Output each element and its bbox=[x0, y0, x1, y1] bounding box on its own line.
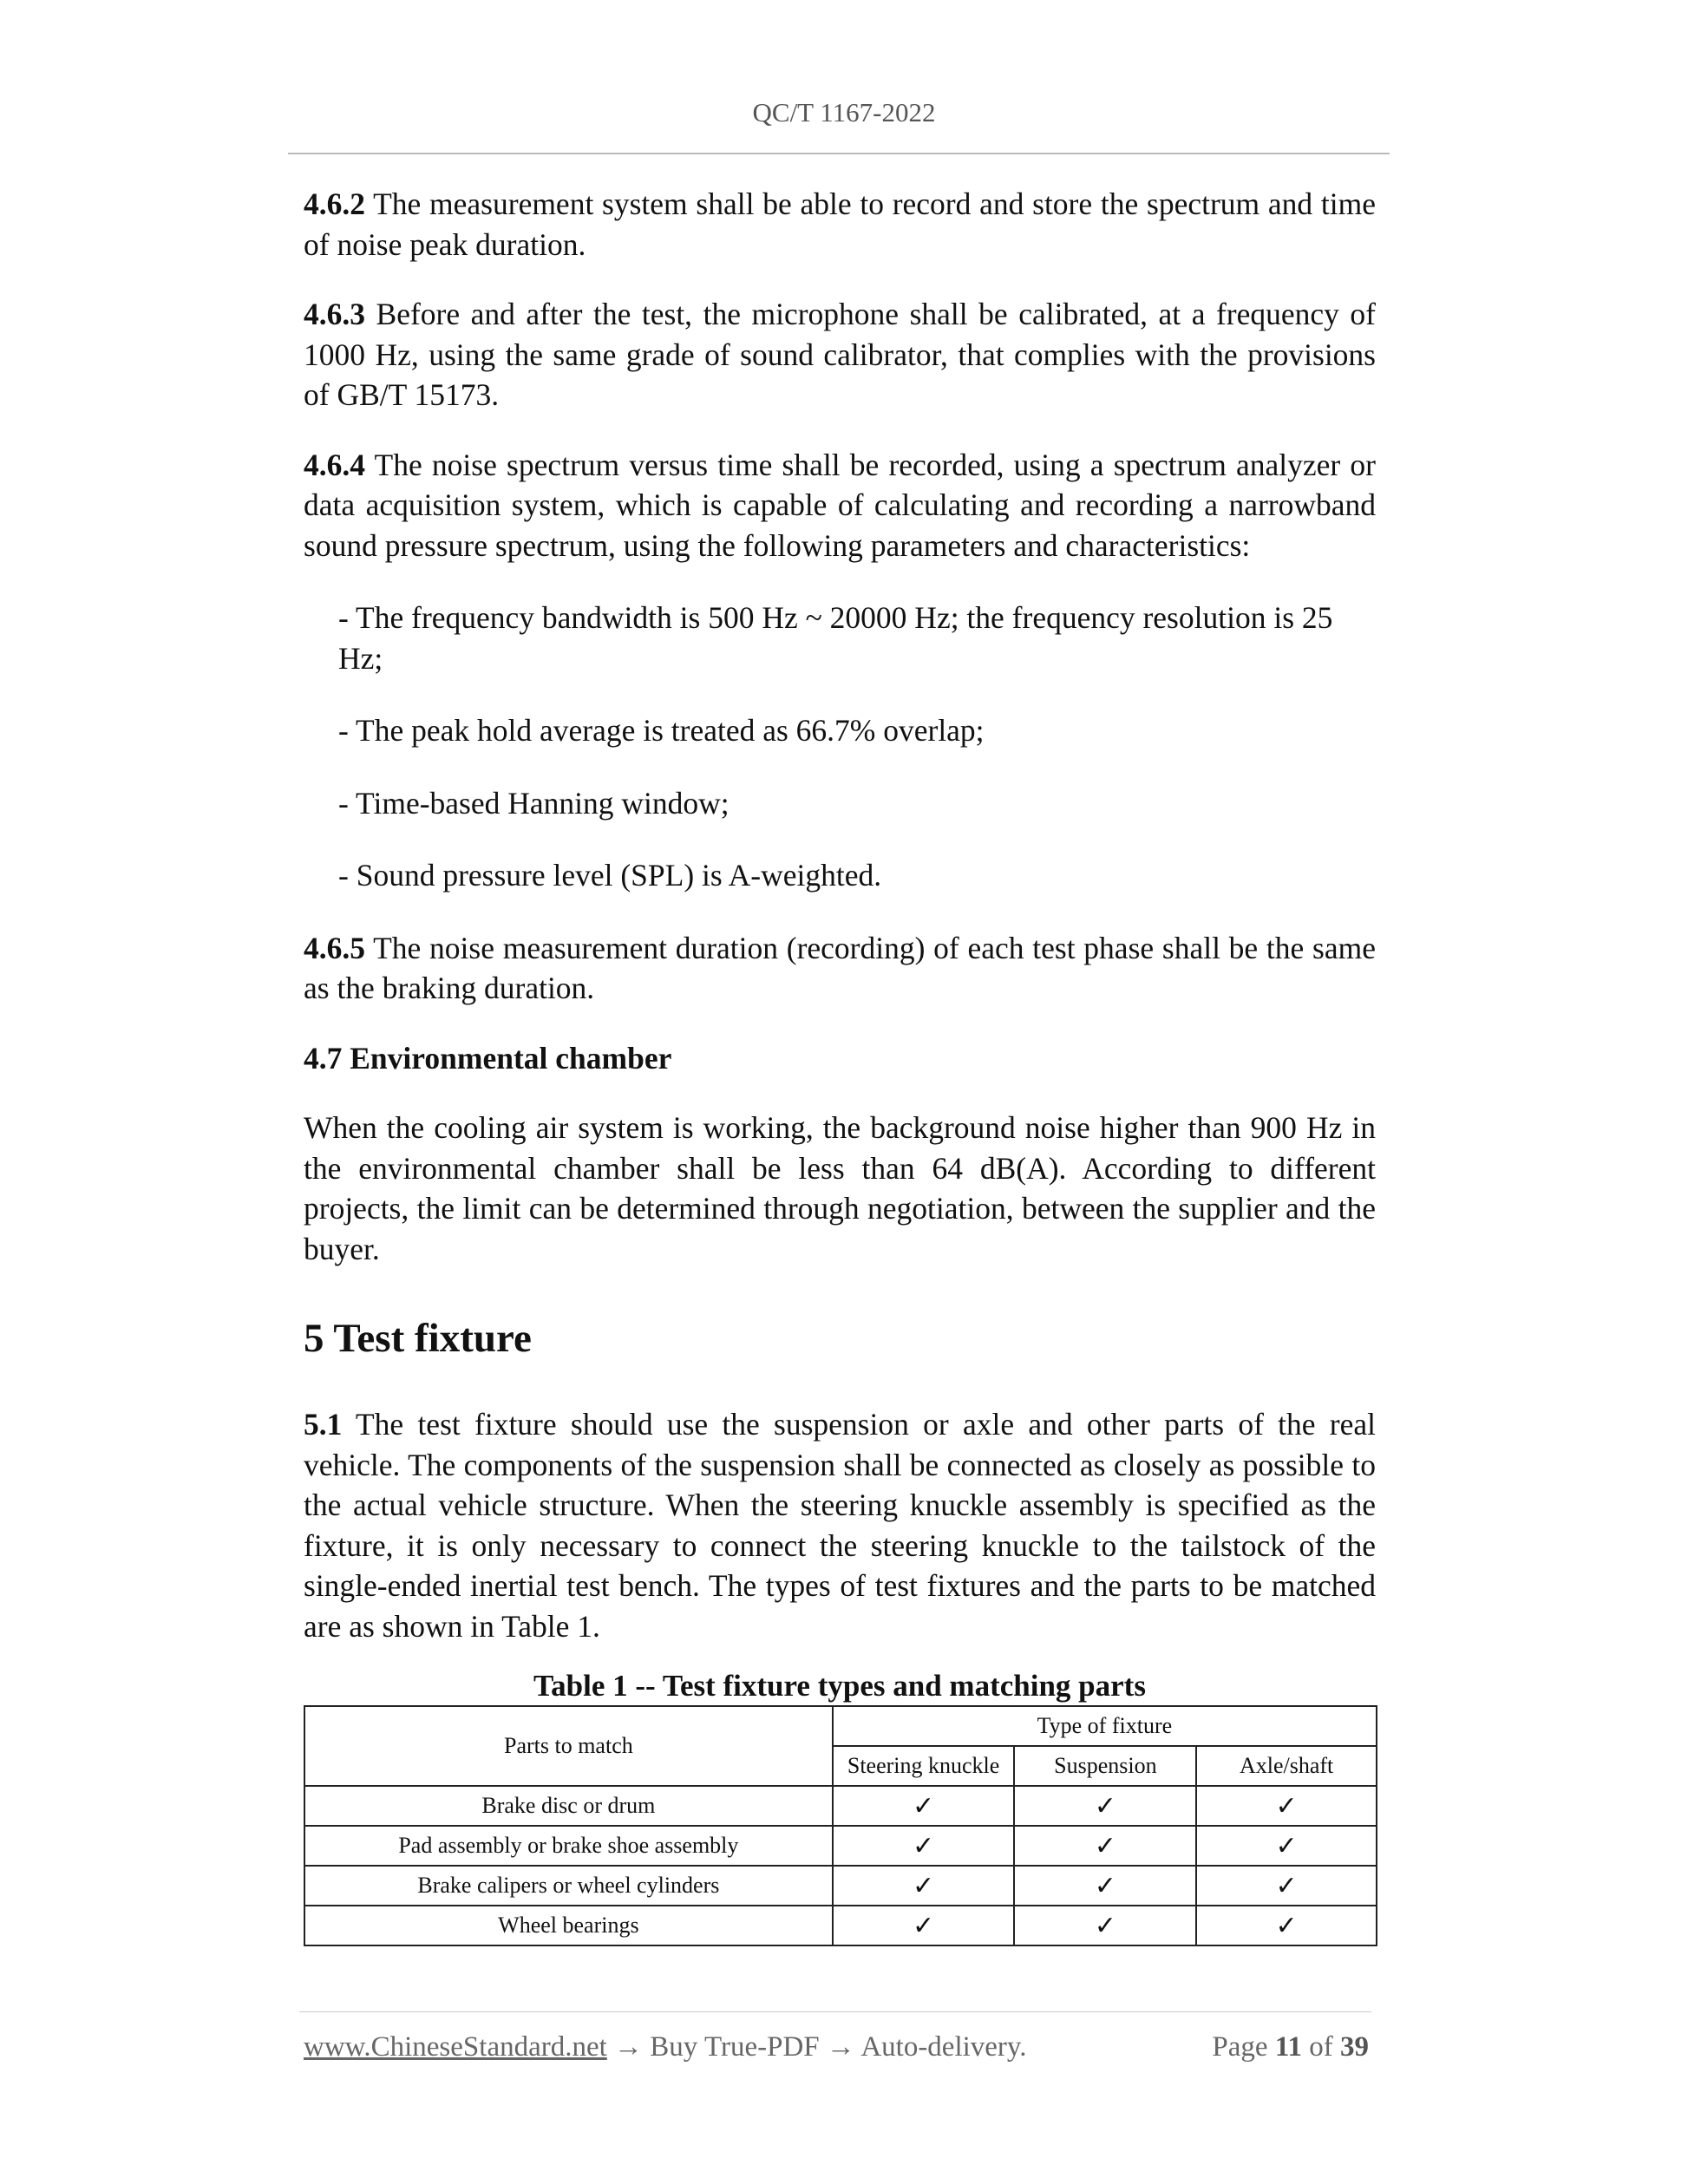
table-title: Table 1 -- Test fixture types and matching parts bbox=[533, 1669, 1146, 1703]
bullet-item: - Sound pressure level (SPL) is A-weighted. bbox=[338, 858, 882, 893]
check-icon: ✓ bbox=[1196, 1866, 1377, 1906]
bullet-item: - The frequency bandwidth is 500 Hz ~ 20000 Hz; the frequency resolution is 25 Hz; bbox=[338, 600, 1333, 676]
check-icon: ✓ bbox=[833, 1866, 1015, 1906]
check-icon: ✓ bbox=[1196, 1786, 1377, 1826]
buy-text: Buy True-PDF bbox=[650, 2031, 820, 2063]
page-label: Page bbox=[1212, 2031, 1268, 2063]
section-4-7-heading: 4.7 Environmental chamber bbox=[304, 1040, 672, 1076]
footer-divider bbox=[299, 2011, 1371, 2012]
fixture-table bbox=[304, 1705, 1377, 1946]
table-header-row bbox=[304, 1706, 1377, 1746]
table-row bbox=[304, 1786, 1377, 1826]
part-cell: Brake disc or drum bbox=[304, 1786, 833, 1826]
section-number: 4.6.4 bbox=[304, 447, 365, 482]
page-number bbox=[1212, 2031, 1369, 2063]
section-5-1 bbox=[304, 1404, 1376, 1646]
section-4-6-4 bbox=[304, 445, 1376, 566]
header-suspension: Suspension bbox=[1014, 1746, 1196, 1786]
header-steering-knuckle: Steering knuckle bbox=[833, 1746, 1015, 1786]
section-number: 4.6.2 bbox=[304, 186, 365, 221]
table-row bbox=[304, 1906, 1377, 1945]
bullet-item: - Time-based Hanning window; bbox=[338, 785, 730, 821]
check-icon: ✓ bbox=[1014, 1866, 1196, 1906]
check-icon: ✓ bbox=[833, 1786, 1015, 1826]
section-text: The noise measurement duration (recording) of each test phase shall be the same as the braking duration. bbox=[304, 930, 1376, 1005]
section-4-6-3 bbox=[304, 294, 1376, 415]
section-number: 5.1 bbox=[304, 1407, 343, 1442]
header-divider bbox=[288, 153, 1390, 154]
check-icon: ✓ bbox=[1196, 1906, 1377, 1945]
section-number: 4.6.3 bbox=[304, 297, 365, 331]
delivery-text: Auto-delivery. bbox=[860, 2031, 1027, 2063]
section-text: The noise spectrum versus time shall be recorded, using a spectrum analyzer or data acquisition system, which is capable of calculating and recording a narrowband sound pressure spectrum, using the following parameters and characteristics: bbox=[304, 447, 1376, 563]
check-icon: ✓ bbox=[1014, 1826, 1196, 1866]
check-icon: ✓ bbox=[1014, 1786, 1196, 1826]
check-icon: ✓ bbox=[833, 1826, 1015, 1866]
part-cell: Brake calipers or wheel cylinders bbox=[304, 1866, 833, 1906]
section-text: The measurement system shall be able to record and store the spectrum and time of noise peak duration. bbox=[304, 186, 1376, 262]
page-content bbox=[304, 184, 1376, 1946]
bullet-item: - The peak hold average is treated as 66.7% overlap; bbox=[338, 713, 985, 748]
section-number: 4.6.5 bbox=[304, 930, 365, 965]
header-parts-to-match: Parts to match bbox=[304, 1706, 833, 1786]
chapter-5-heading: 5 Test fixture bbox=[304, 1316, 532, 1361]
website-link[interactable]: www.ChineseStandard.net bbox=[304, 2031, 607, 2063]
header-axle-shaft: Axle/shaft bbox=[1196, 1746, 1377, 1786]
check-icon: ✓ bbox=[1196, 1826, 1377, 1866]
section-4-7-text: When the cooling air system is working, the background noise higher than 900 Hz in the environmental chamber shall be less than 64 dB(A). According to different projects, the limit can be determined through negotiation, between the supplier and the buyer. bbox=[304, 1110, 1376, 1266]
of-label: of bbox=[1309, 2031, 1333, 2063]
page-header: QC/T 1167-2022 bbox=[752, 97, 936, 128]
section-text: Before and after the test, the microphone shall be calibrated, at a frequency of 1000 Hz, using the same grade of sound calibrator, that complies with the provisions of GB/T 15173. bbox=[304, 297, 1376, 412]
check-icon: ✓ bbox=[1014, 1906, 1196, 1945]
footer-promo bbox=[304, 2031, 1027, 2063]
check-icon: ✓ bbox=[833, 1906, 1015, 1945]
header-type-of-fixture: Type of fixture bbox=[833, 1706, 1377, 1746]
current-page: 11 bbox=[1274, 2031, 1302, 2063]
part-cell: Wheel bearings bbox=[304, 1906, 833, 1945]
arrow-icon: → bbox=[614, 2031, 644, 2063]
part-cell: Pad assembly or brake shoe assembly bbox=[304, 1826, 833, 1866]
arrow-icon: → bbox=[826, 2031, 855, 2063]
table-row bbox=[304, 1826, 1377, 1866]
section-4-6-5 bbox=[304, 928, 1376, 1009]
total-pages: 39 bbox=[1340, 2031, 1369, 2063]
section-text: The test fixture should use the suspension or axle and other parts of the real vehicle. The components of the suspension shall be connected as closely as possible to the actual vehicle structure. When the steering knuckle assembly is specified as the fixture, it is only necessary to connect the steering knuckle to the tailstock of the single-ended inertial test bench. The types of test fixtures and the parts to be matched are as shown in Table 1. bbox=[304, 1407, 1376, 1644]
table-row bbox=[304, 1866, 1377, 1906]
section-4-6-2 bbox=[304, 184, 1376, 265]
